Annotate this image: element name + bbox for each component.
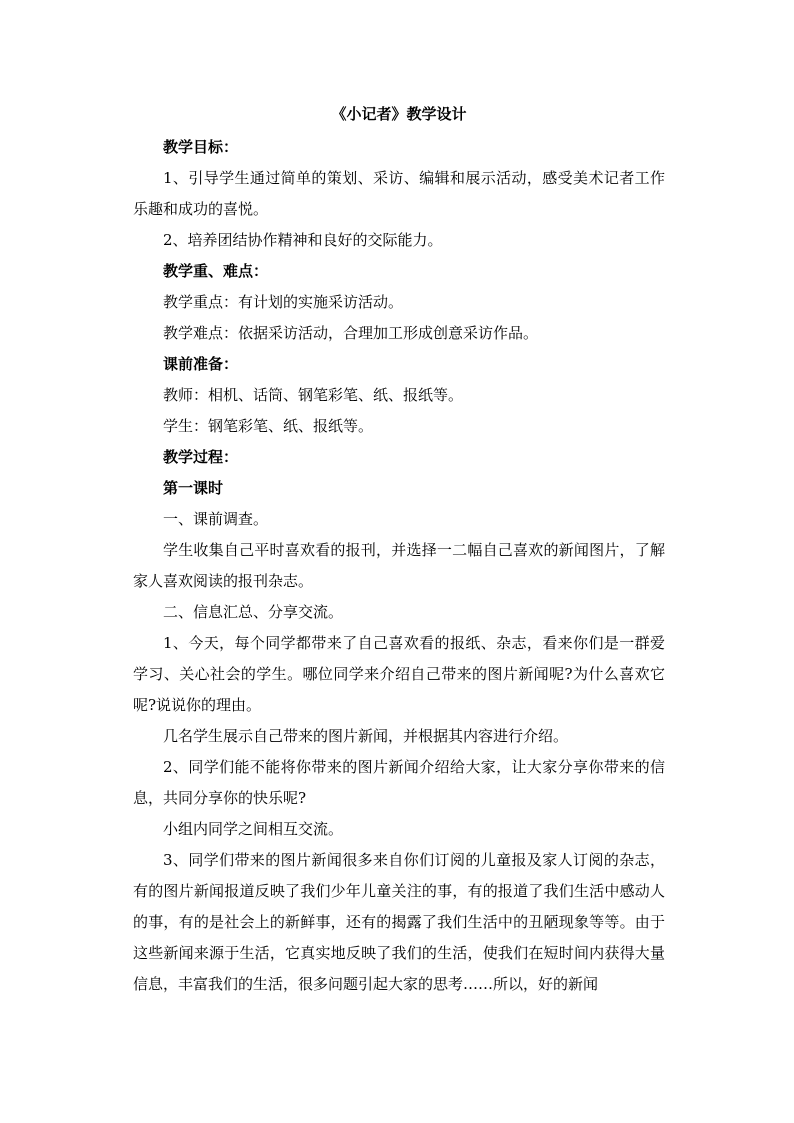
- heading-key-points: 教学重、难点：: [163, 262, 269, 280]
- heading-preparation: 课前准备：: [163, 355, 239, 373]
- paragraph-step-1: 一、课前调查。: [163, 510, 269, 528]
- paragraph-step-2-item-2: 2、同学们能不能将你带来的图片新闻介绍给大家，让大家分享你带来的信息，共同分享你的快乐呢?: [133, 758, 665, 807]
- heading-first-lesson: 第一课时: [163, 479, 224, 497]
- paragraph-step-2-item-1: 1、今天，每个同学都带来了自己喜欢看的报纸、杂志，看来你们是一群爱学习、关心社会的学生。哪位同学来介绍自己带来的图片新闻呢?为什么喜欢它呢?说说你的理由。: [133, 634, 665, 714]
- paragraph-key-point: 教学重点：有计划的实施采访活动。: [163, 293, 404, 311]
- document-title: 《小记者》教学设计: [331, 105, 467, 123]
- document-body: [133, 96, 665, 1000]
- paragraph-objective-1: 1、引导学生通过简单的策划、采访、编辑和展示活动，感受美术记者工作乐趣和成功的喜悦。: [133, 169, 665, 218]
- heading-objectives: 教学目标：: [163, 138, 239, 156]
- paragraph-teacher-materials: 教师：相机、话筒、钢笔彩笔、纸、报纸等。: [163, 386, 464, 404]
- paragraph-step-1-detail: 学生收集自己平时喜欢看的报刊，并选择一二幅自己喜欢的新闻图片，了解家人喜欢阅读的报刊杂志。: [133, 541, 665, 590]
- paragraph-step-2-item-3: 3、同学们带来的图片新闻很多来自你们订阅的儿童报及家人订阅的杂志，有的图片新闻报道反映了我们少年儿童关注的事，有的报道了我们生活中感动人的事，有的是社会上的新鲜事，还有的揭露了我们生活中的丑陋现象等等。由于这些新闻来源于生活，它真实地反映了我们的生活，使我们在短时间内获得大量信息，丰富我们的生活，很多问题引起大家的思考……所以，好的新闻: [133, 851, 665, 993]
- paragraph-student-materials: 学生：钢笔彩笔、纸、报纸等。: [163, 417, 374, 435]
- paragraph-step-2-item-2-activity: 小组内同学之间相互交流。: [163, 820, 344, 838]
- paragraph-difficult-point: 教学难点：依据采访活动，合理加工形成创意采访作品。: [163, 324, 539, 342]
- heading-process: 教学过程：: [163, 448, 239, 466]
- paragraph-objective-2: 2、培养团结协作精神和良好的交际能力。: [163, 231, 443, 249]
- paragraph-step-2-item-1-activity: 几名学生展示自己带来的图片新闻，并根据其内容进行介绍。: [163, 727, 569, 745]
- paragraph-step-2: 二、信息汇总、分享交流。: [163, 603, 344, 621]
